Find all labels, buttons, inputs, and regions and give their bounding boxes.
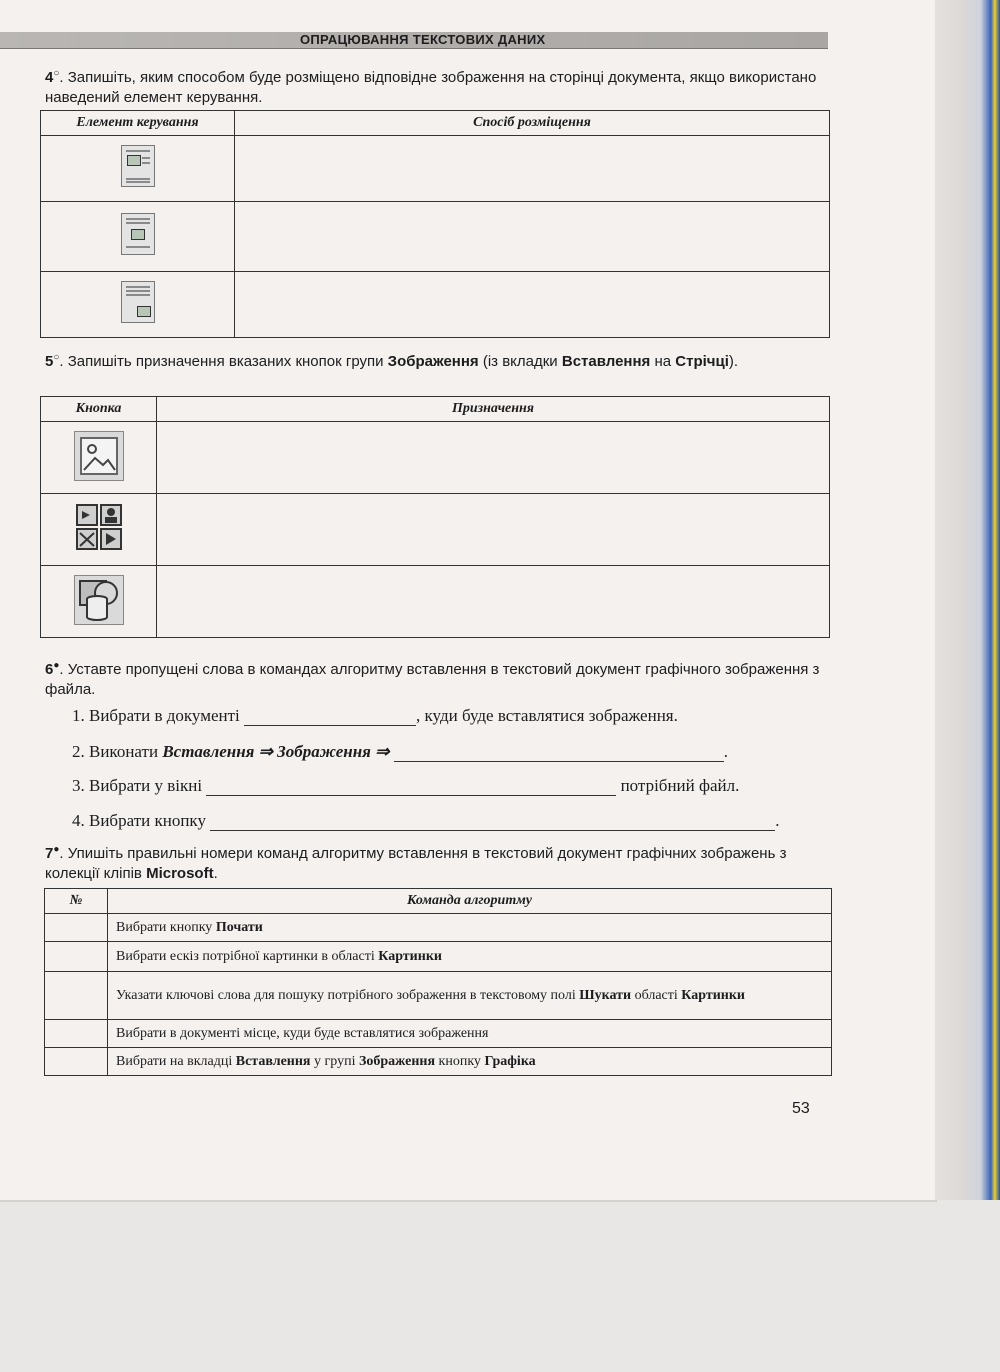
wrap-center-icon (121, 213, 155, 255)
task-5-prompt: 5○. Запишіть призначення вказаних кнопок групи Зображення (із вкладки Вставлення на Стрічці). (45, 352, 739, 370)
number-answer-cell[interactable] (45, 942, 108, 972)
page-number: 53 (792, 1100, 810, 1117)
command-cell: Вибрати кнопку Почати (108, 914, 832, 942)
background-surface (0, 1202, 1000, 1372)
task-5-table (40, 396, 830, 638)
column-header-command: Команда алгоритму (108, 889, 832, 914)
number-answer-cell[interactable] (45, 1020, 108, 1048)
wrap-top-left-icon (121, 145, 155, 187)
blank-field[interactable] (244, 709, 416, 726)
number-answer-cell[interactable] (45, 972, 108, 1020)
command-cell: Указати ключові слова для пошуку потрібного зображення в текстовому полі Шукати області Картинки (108, 972, 832, 1020)
command-cell: Вибрати на вкладці Вставлення у групі Зображення кнопку Графіка (108, 1048, 832, 1076)
column-header-element: Елемент керування (41, 111, 235, 136)
column-header-placement: Спосіб розміщення (235, 111, 830, 136)
task-4-table (40, 110, 830, 338)
table-row (45, 972, 832, 1020)
insert-picture-icon (74, 431, 124, 481)
shapes-icon (74, 575, 124, 625)
blank-field[interactable] (206, 779, 616, 796)
command-cell: Вибрати в документі місце, куди буде вставлятися зображення (108, 1020, 832, 1048)
blank-field[interactable] (210, 814, 775, 831)
answer-cell[interactable] (235, 136, 830, 202)
book-edge (935, 0, 1000, 1200)
algorithm-step-3: 3. Вибрати у вікні потрібний файл. (72, 776, 740, 795)
table-row (45, 1020, 832, 1048)
answer-cell[interactable] (157, 494, 830, 566)
algorithm-step-2: 2. Виконати Вставлення ⇒ Зображення ⇒ . (72, 742, 728, 761)
command-cell: Вибрати ескіз потрібної картинки в області Картинки (108, 942, 832, 972)
task-7-prompt: 7●. Упишіть правильні номери команд алгоритму вставлення в текстовий документ графічних зображень з колекції кліпів Microsoft. (45, 844, 787, 882)
number-answer-cell[interactable] (45, 1048, 108, 1076)
section-header (0, 32, 828, 49)
answer-cell[interactable] (157, 566, 830, 638)
algorithm-step-4: 4. Вибрати кнопку . (72, 811, 780, 830)
answer-cell[interactable] (157, 422, 830, 494)
task-6-prompt: 6●. Уставте пропущені слова в командах алгоритму вставлення в текстовий документ графічного зображення з файла. (45, 660, 820, 698)
column-header-button: Кнопка (41, 397, 157, 422)
table-row (45, 942, 832, 972)
section-title: ОПРАЦЮВАННЯ ТЕКСТОВИХ ДАНИХ (300, 32, 546, 47)
table-row (45, 914, 832, 942)
number-answer-cell[interactable] (45, 914, 108, 942)
blank-field[interactable] (394, 745, 724, 762)
task-4-prompt: 4○. Запишіть, яким способом буде розміщено відповідне зображення на сторінці документа, якщо використано наведений елемент керування. (45, 68, 817, 106)
algorithm-step-1: 1. Вибрати в документі , куди буде вставлятися зображення. (72, 706, 678, 725)
column-header-number: № (45, 889, 108, 914)
wrap-bottom-right-icon (121, 281, 155, 323)
clip-art-icon (75, 503, 123, 551)
answer-cell[interactable] (235, 272, 830, 338)
answer-cell[interactable] (235, 202, 830, 272)
column-header-purpose: Призначення (157, 397, 830, 422)
table-row (45, 1048, 832, 1076)
task-7-table (44, 888, 832, 1076)
